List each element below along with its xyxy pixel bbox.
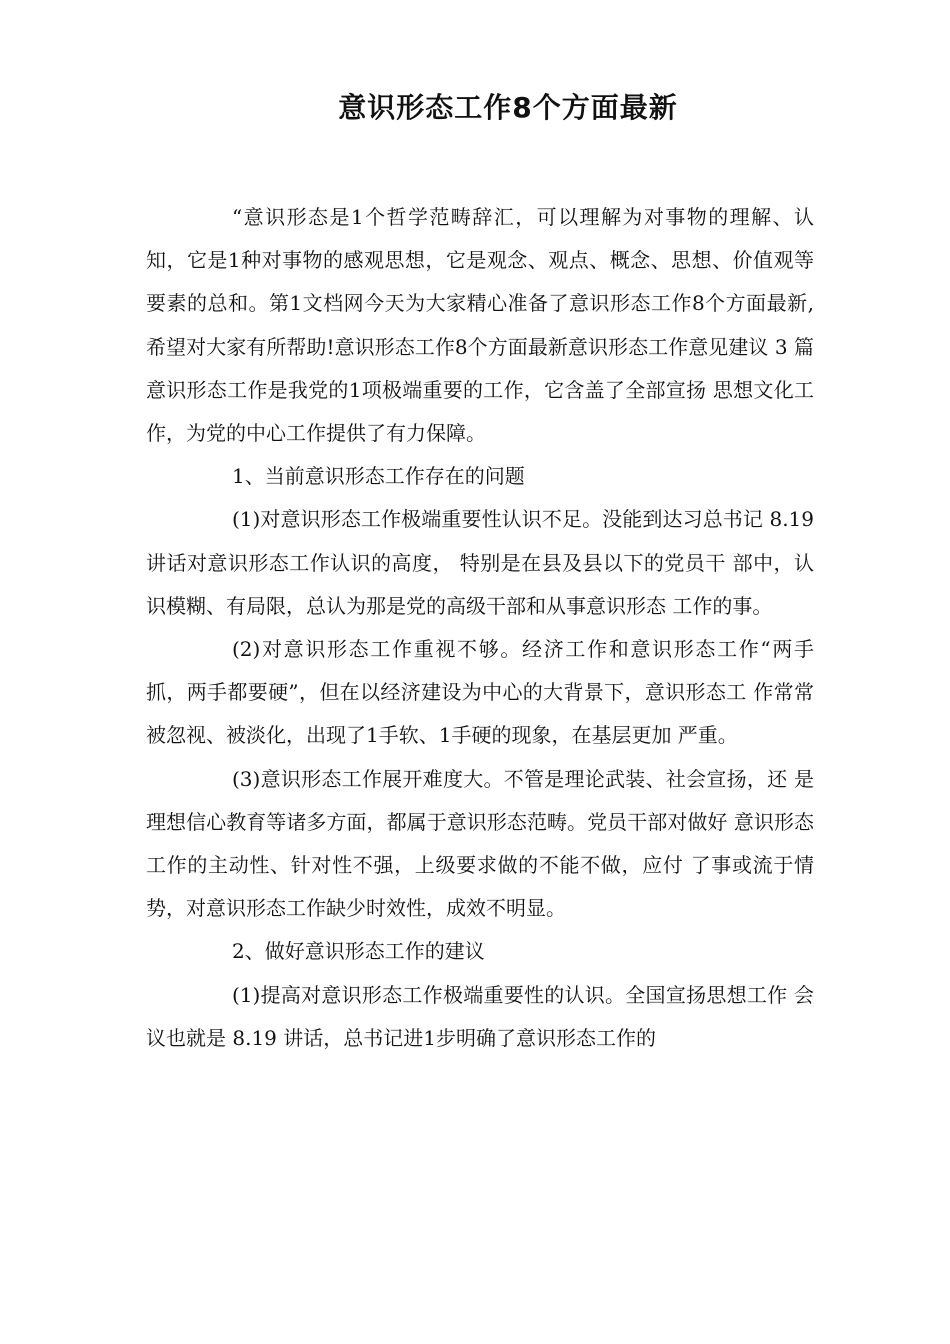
suggestion-paragraph-1: (1)提高对意识形态工作极端重要性的认识。全国宣扬思想工作 会议也就是 8.19 讲话，总书记进1步明确了意识形态工作的 (146, 982, 814, 1050)
section-heading-problems: 1、当前意识形态工作存在的问题 (232, 464, 525, 489)
problem-paragraph-3: (3)意识形态工作展开难度大。不管是理论武装、社会宣扬，还 是理想信心教育等诸多方面，都属于意识形态范畴。党员干部对做好 意识形态工作的主动性、针对性不强，上级要求做的不能不做，应付 了事或流于情势，对意识形态工作缺少时效性，成效不明显。 (146, 766, 814, 921)
problem-paragraph-2: (2)对意识形态工作重视不够。经济工作和意识形态工作“两手 抓，两手都要硬”，但在以经济建设为中心的大背景下，意识形态工 作常常被忽视、被淡化，出现了1手软、1手硬的现象，在基层更加 严重。 (146, 637, 814, 748)
document-title: 意识形态工作8个方面最新 (338, 91, 678, 124)
document-body (146, 196, 814, 1060)
section-heading-suggestions: 2、做好意识形态工作的建议 (232, 939, 485, 964)
intro-paragraph: “意识形态是1个哲学范畴辞汇，可以理解为对事物的理解、认知，它是1种对事物的感观思想，它是观念、观点、概念、思想、价值观等要素的总和。第1文档网今天为大家精心准备了意识形态工作8个方面最新,希望对大家有所帮助!意识形态工作8个方面最新意识形态工作意见建议 3 篇 意识形态工作是我党的1项极端重要的工作，它含盖了全部宣扬 思想文化工作，为党的中心工作提供了有力保障。 (146, 205, 814, 446)
problem-paragraph-1: (1)对意识形态工作极端重要性认识不足。没能到达习总书记 8.19 讲话对意识形态工作认识的高度， 特别是在县及县以下的党员干 部中，认识模糊、有局限，总认为那是党的高级干部和从事意识形态 工作的事。 (146, 507, 814, 618)
